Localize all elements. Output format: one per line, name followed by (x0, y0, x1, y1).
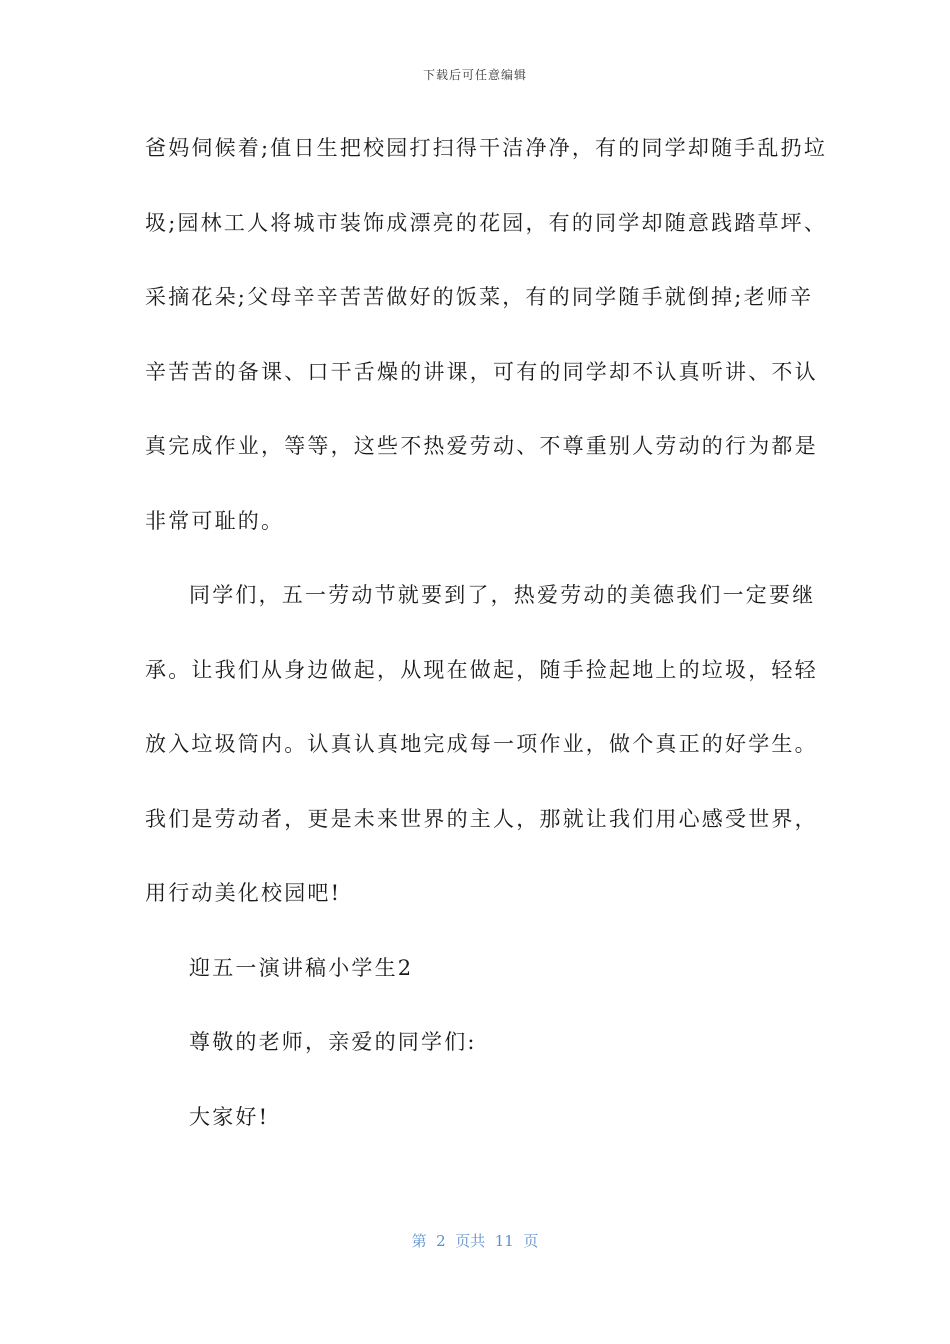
text-line: 辛苦苦的备课、口干舌燥的讲课，可有的同学却不认真听讲、不认 (145, 359, 818, 384)
greeting: 大家好! (189, 1104, 270, 1129)
text-line: 放入垃圾筒内。认真认真地完成每一项作业，做个真正的好学生。 (145, 732, 818, 756)
paragraph-start-line: 同学们，五一劳动节就要到了，热爱劳动的美德我们一定要继 (189, 583, 816, 607)
text-line: 爸妈伺候着;值日生把校园打扫得干洁净净，有的同学却随手乱扔垃 (145, 136, 828, 160)
text-line: 我们是劳动者，更是未来世界的主人，那就让我们用心感受世界， (145, 806, 818, 831)
text-line: 非常可耻的。 (145, 508, 285, 533)
text-line: 圾;园林工人将城市装饰成漂亮的花园，有的同学却随意践踏草坪、 (145, 210, 828, 235)
text-line: 用行动美化校园吧! (145, 881, 342, 905)
document-body (145, 128, 828, 1171)
page-number-footer: 第 2 页共 11 页 (411, 1232, 539, 1250)
section-title: 迎五一演讲稿小学生2 (189, 955, 414, 980)
text-line: 真完成作业，等等，这些不热爱劳动、不尊重别人劳动的行为都是 (145, 434, 818, 458)
text-line: 采摘花朵;父母辛辛苦苦做好的饭菜，有的同学随手就倒掉;老师辛 (145, 285, 814, 309)
salutation: 尊敬的老师，亲爱的同学们: (189, 1030, 477, 1054)
page-header: 下载后可任意编辑 (422, 68, 527, 82)
text-line: 承。让我们从身边做起，从现在做起，随手捡起地上的垃圾，轻轻 (145, 657, 818, 682)
